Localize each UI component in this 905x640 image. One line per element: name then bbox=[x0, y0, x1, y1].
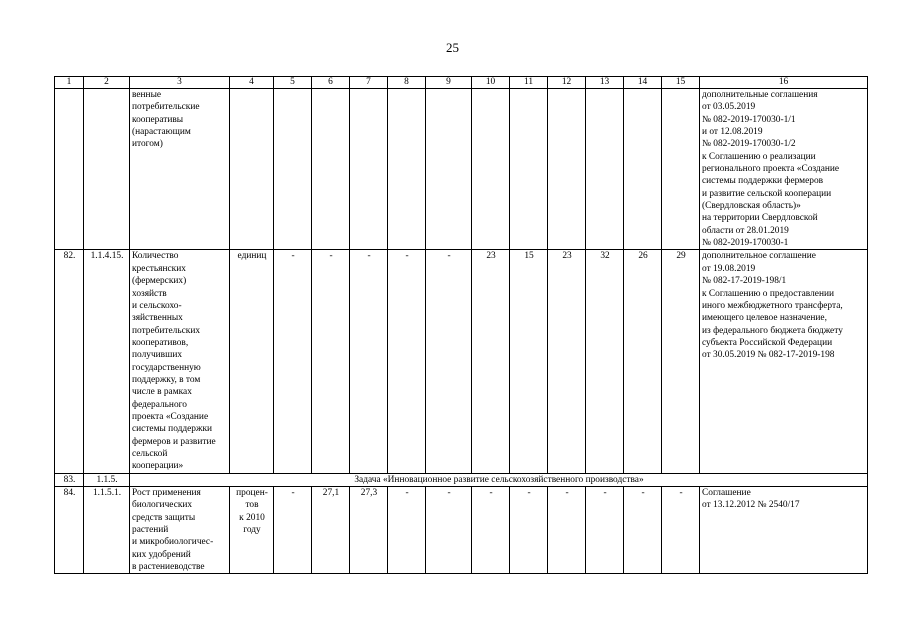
column-number-cell: 6 bbox=[312, 77, 350, 89]
value-cell bbox=[510, 89, 548, 250]
document-note-line: и развитие сельской кооперации bbox=[702, 188, 832, 199]
column-number-cell: 13 bbox=[586, 77, 624, 89]
value-cell bbox=[388, 89, 426, 250]
value-cell bbox=[586, 89, 624, 250]
document-note-line: от 03.05.2019 bbox=[702, 102, 756, 113]
indicator-name-line: системы поддержки bbox=[132, 424, 213, 435]
unit-cell-line: единиц bbox=[237, 251, 267, 262]
value-cell: - bbox=[662, 487, 700, 574]
indicator-name-line: государственную bbox=[132, 362, 201, 373]
document-note-line: к Соглашению о предоставлении bbox=[702, 288, 835, 299]
column-number-cell: 11 bbox=[510, 77, 548, 89]
document-note-line: № 082-17-2019-198/1 bbox=[702, 276, 787, 287]
document-note-line: № 082-2019-170030-1/2 bbox=[702, 139, 796, 150]
row-number: 82. bbox=[55, 250, 84, 473]
value-cell: - bbox=[426, 487, 472, 574]
value-cell: 32 bbox=[586, 250, 624, 473]
value-cell: 15 bbox=[510, 250, 548, 473]
value-cell: 29 bbox=[662, 250, 700, 473]
indicator-name bbox=[130, 89, 230, 250]
unit-cell bbox=[230, 89, 274, 250]
value-cell bbox=[472, 89, 510, 250]
column-number-cell: 2 bbox=[84, 77, 130, 89]
indicator-name-line: получивших bbox=[132, 350, 183, 361]
document-note-line: Соглашение bbox=[702, 488, 751, 498]
column-number-cell: 16 bbox=[700, 77, 868, 89]
document-note bbox=[700, 250, 868, 473]
table-row bbox=[55, 250, 868, 473]
indicator-name-line: и сельскохо- bbox=[132, 300, 182, 311]
document-note-line: дополнительное соглашение bbox=[702, 251, 816, 262]
value-cell: - bbox=[274, 250, 312, 473]
unit-cell bbox=[230, 487, 274, 574]
column-number-cell: 3 bbox=[130, 77, 230, 89]
indicator-name-line: сельской bbox=[132, 448, 168, 459]
document-note-line: № 082-2019-170030-1/1 bbox=[702, 114, 796, 125]
column-number-row bbox=[55, 77, 868, 89]
document-note-line: дополнительные соглашения bbox=[702, 90, 818, 100]
value-cell: 27,3 bbox=[350, 487, 388, 574]
task-title: Задача «Инновационное развитие сельскохозяйственного производства» bbox=[130, 473, 868, 486]
document-note-line: иного межбюджетного трансферта, bbox=[702, 300, 843, 311]
indicator-name-line: числе в рамках bbox=[132, 387, 192, 398]
document-note-line: субъекта Российской Федерации bbox=[702, 337, 833, 348]
table-row bbox=[55, 487, 868, 574]
value-cell: 23 bbox=[472, 250, 510, 473]
document-note-line: к Соглашению о реализации bbox=[702, 151, 816, 162]
document-note bbox=[700, 89, 868, 250]
indicator-name-line: растений bbox=[132, 525, 169, 536]
value-cell: 27,1 bbox=[312, 487, 350, 574]
indicators-table bbox=[54, 76, 868, 574]
indicator-code: 1.1.5. bbox=[84, 473, 130, 486]
indicator-name-line: и микробиологичес- bbox=[132, 537, 214, 548]
document-note-line: системы поддержки фермеров bbox=[702, 176, 824, 187]
value-cell bbox=[548, 89, 586, 250]
indicator-name-line: зяйственных bbox=[132, 313, 183, 324]
indicator-name-line: федерального bbox=[132, 399, 187, 410]
indicator-name bbox=[130, 250, 230, 473]
unit-cell-line: к 2010 bbox=[239, 512, 265, 523]
indicator-code bbox=[84, 89, 130, 250]
value-cell: - bbox=[624, 487, 662, 574]
column-number-cell: 9 bbox=[426, 77, 472, 89]
column-number-cell: 7 bbox=[350, 77, 388, 89]
column-number-cell: 1 bbox=[55, 77, 84, 89]
page-number: 25 bbox=[446, 40, 459, 55]
indicator-name-line: кооперативы bbox=[132, 114, 184, 125]
document-note-line: на территории Свердловской bbox=[702, 213, 818, 224]
unit-cell bbox=[230, 250, 274, 473]
document-note-line: от 19.08.2019 bbox=[702, 263, 756, 274]
value-cell: - bbox=[388, 487, 426, 574]
unit-cell-line: тов bbox=[245, 500, 259, 511]
value-cell bbox=[274, 89, 312, 250]
indicator-name-line: ких удобрений bbox=[132, 549, 191, 560]
indicator-name-line: потребительских bbox=[132, 325, 201, 336]
indicator-name-line: (нарастающим bbox=[132, 127, 191, 138]
document-note-line: имеющего целевое назначение, bbox=[702, 313, 827, 324]
value-cell: - bbox=[350, 250, 388, 473]
indicator-code: 1.1.5.1. bbox=[84, 487, 130, 574]
indicator-name-line: фермеров и развитие bbox=[132, 436, 216, 447]
value-cell bbox=[312, 89, 350, 250]
indicator-name-line: Рост применения bbox=[132, 488, 201, 498]
column-number-cell: 12 bbox=[548, 77, 586, 89]
indicator-name-line: кооперации» bbox=[132, 461, 184, 472]
indicator-name-line: потребительские bbox=[132, 102, 200, 113]
row-number: 84. bbox=[55, 487, 84, 574]
value-cell: 23 bbox=[548, 250, 586, 473]
document-note-line: и от 12.08.2019 bbox=[702, 127, 763, 138]
document-note-line: (Свердловская область)» bbox=[702, 201, 801, 212]
document-note-line: от 13.12.2012 № 2540/17 bbox=[702, 500, 800, 511]
document-note-line: из федерального бюджета бюджету bbox=[702, 325, 843, 336]
indicator-name-line: поддержку, в том bbox=[132, 374, 201, 385]
document-note-line: № 082-2019-170030-1 bbox=[702, 238, 789, 249]
document-note-line: регионального проекта «Создание bbox=[702, 164, 840, 175]
value-cell bbox=[624, 89, 662, 250]
column-number-cell: 8 bbox=[388, 77, 426, 89]
value-cell bbox=[426, 89, 472, 250]
column-number-cell: 10 bbox=[472, 77, 510, 89]
column-number-cell: 15 bbox=[662, 77, 700, 89]
document-note bbox=[700, 487, 868, 574]
value-cell: - bbox=[472, 487, 510, 574]
value-cell bbox=[350, 89, 388, 250]
table-row bbox=[55, 473, 868, 486]
value-cell: - bbox=[274, 487, 312, 574]
table-row bbox=[55, 89, 868, 250]
indicator-name-line: кооперативов, bbox=[132, 337, 189, 348]
column-number-cell: 4 bbox=[230, 77, 274, 89]
value-cell: - bbox=[426, 250, 472, 473]
indicator-name-line: венные bbox=[132, 90, 162, 100]
value-cell: - bbox=[312, 250, 350, 473]
column-number-cell: 5 bbox=[274, 77, 312, 89]
row-number bbox=[55, 89, 84, 250]
value-cell: - bbox=[388, 250, 426, 473]
value-cell bbox=[662, 89, 700, 250]
value-cell: - bbox=[510, 487, 548, 574]
column-number-cell: 14 bbox=[624, 77, 662, 89]
indicator-name-line: Количество bbox=[132, 251, 179, 262]
unit-cell-line: году bbox=[243, 525, 261, 536]
indicator-name-line: итогом) bbox=[132, 139, 163, 150]
indicator-name-line: в растениеводстве bbox=[132, 562, 205, 573]
unit-cell-line: процен- bbox=[236, 488, 268, 498]
value-cell: - bbox=[586, 487, 624, 574]
document-note-line: области от 28.01.2019 bbox=[702, 225, 789, 236]
indicator-name-line: хозяйств bbox=[132, 288, 167, 299]
indicator-code: 1.1.4.15. bbox=[84, 250, 130, 473]
indicator-name bbox=[130, 487, 230, 574]
indicator-name-line: средств защиты bbox=[132, 512, 196, 523]
document-note-line: от 30.05.2019 № 082-17-2019-198 bbox=[702, 350, 835, 361]
value-cell: 26 bbox=[624, 250, 662, 473]
row-number: 83. bbox=[55, 473, 84, 486]
indicator-name-line: проекта «Создание bbox=[132, 411, 209, 422]
value-cell: - bbox=[548, 487, 586, 574]
indicator-name-line: крестьянских bbox=[132, 263, 186, 274]
indicator-name-line: биологических bbox=[132, 500, 193, 511]
indicator-name-line: (фермерских) bbox=[132, 276, 187, 287]
